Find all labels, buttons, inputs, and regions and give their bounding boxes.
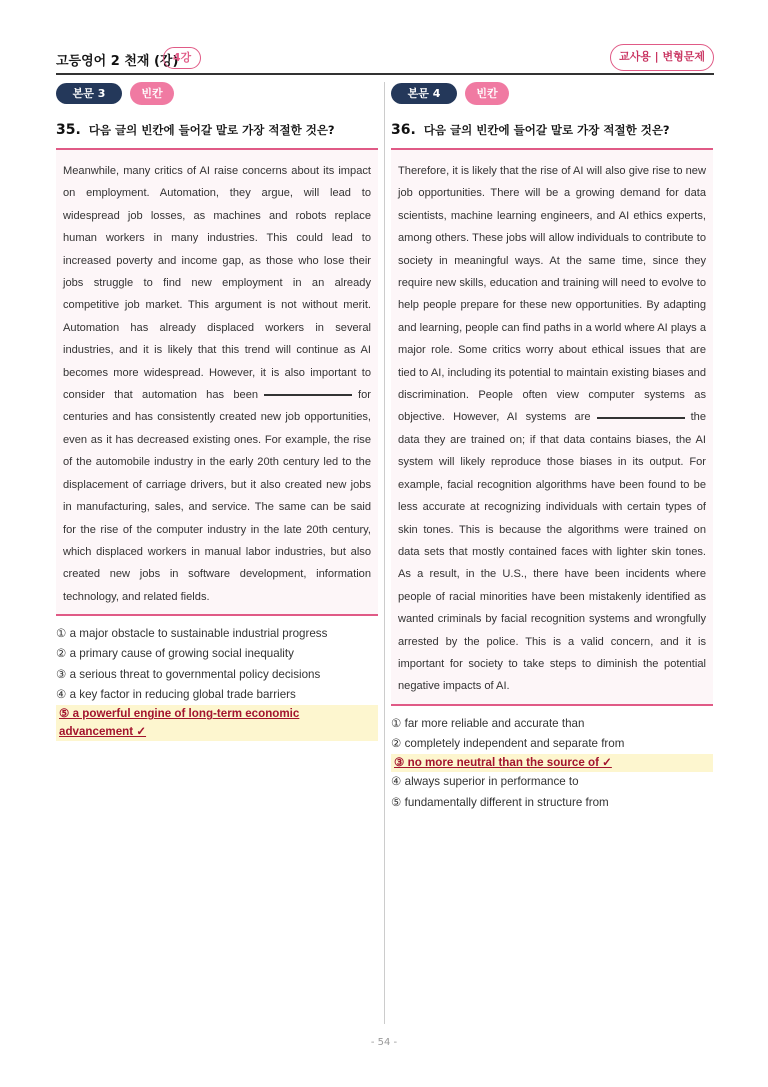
right-column: [391, 82, 713, 813]
page-header: [56, 44, 714, 74]
question-type-tag: 빈칸: [130, 82, 174, 105]
header-divider: [56, 73, 714, 75]
passage-divider: [56, 614, 378, 616]
question-heading: [56, 122, 378, 142]
passage-divider: [391, 704, 713, 706]
answer-blank: [597, 417, 685, 419]
edition-badge: 교사용 | 변형문제: [610, 44, 714, 71]
answer-option: ④ a key factor in reducing global trade barriers: [56, 688, 296, 702]
reading-passage: [391, 150, 713, 704]
page-number: - 54 -: [370, 1037, 398, 1048]
answer-option: ① a major obstacle to sustainable industrial progress: [56, 627, 328, 641]
right-tag-row: [391, 82, 713, 106]
question-number: 35.: [56, 122, 81, 138]
correct-answer-option: ⑤ a powerful engine of long-term economic advancement ✓: [56, 705, 378, 741]
passage-text-after-blank: the data they are trained on; if that data contains biases, the AI system will likely reproduce those biases in its output. For example, facial recognition algorithms have been found to be less accurate at recognizing individuals with certain types of skin tones. This is because the algorithms were trained on data sets that mostly contained faces with lighter skin tones. As a result, in the U.S., there have been incidents where people of racial minorities have been mistakenly identified as wanted criminals by facial recognition systems and wrongfully arrested by the police. This is a valid concern, and it is important for society to take steps to diminish the potential negative impacts of AI.: [398, 411, 706, 693]
question-prompt: 다음 글의 빈칸에 들어갈 말로 가장 적절한 것은?: [88, 123, 335, 137]
question-prompt: 다음 글의 빈칸에 들어갈 말로 가장 적절한 것은?: [423, 123, 670, 137]
question-type-tag: 빈칸: [465, 82, 509, 105]
passage-text-before-blank: Meanwhile, many critics of AI raise concerns about its impact on employment. Automation, they argue, will lead to widespread job losses, as machines and robots replace human workers in many industries. This could lead to increased poverty and income gap, as those who lose their jobs struggle to find new employment in an already competitive job market. This argument is not without merit. Automation has already displaced workers in several industries, and it is likely that this trend will continue as AI becomes more widespread. However, it is also important to consider that automation has been: [63, 165, 371, 402]
passage-text-before-blank: Therefore, it is likely that the rise of AI will also give rise to new job opportunities. There will be a growing demand for data scientists, machine learning engineers, and AI ethics experts, among others. These jobs will allow individuals to contribute to society in meaningful ways. At the same time, since they require new skills, education and training will need to evolve to help people prepare for these new opportunities. By adapting and learning, people can find paths in a world where AI plays a major role. Some critics worry about ethical issues that are tied to AI, including its potential to maintain existing biases and discrimination. People often view computer systems as objective. However, AI systems are: [398, 165, 706, 424]
answer-options: [391, 714, 713, 813]
answer-option: ⑤ fundamentally different in structure from: [391, 795, 609, 809]
column-divider: [384, 82, 385, 1024]
answer-option: ④ always superior in performance to: [391, 775, 579, 789]
left-column: [56, 82, 378, 741]
answer-blank: [264, 394, 352, 396]
lesson-badge: 4강: [163, 47, 201, 69]
section-tag: 본문 3: [56, 83, 122, 104]
answer-option: ① far more reliable and accurate than: [391, 716, 585, 730]
answer-option: ② completely independent and separate from: [391, 737, 625, 751]
answer-option: ③ a serious threat to governmental policy decisions: [56, 667, 321, 681]
correct-answer-option: ③ no more neutral than the source of ✓: [391, 754, 713, 772]
left-tag-row: [56, 82, 378, 106]
passage-text-after-blank: for centuries and has consistently created new job opportunities, even as it has decreased existing ones. For example, the rise of the automobile industry in the early 20th century led to the displacement of carriage drivers, but it also created new jobs in manufacturing, sales, and service. The same can be said for the rise of the computer industry in the late 20th century, which displaced workers in manual labor industries, but also created new jobs in software development, information technology, and related fields.: [63, 389, 371, 603]
reading-passage: [56, 150, 378, 614]
section-tag: 본문 4: [391, 83, 457, 104]
answer-options: [56, 624, 378, 741]
answer-option: ② a primary cause of growing social inequality: [56, 647, 294, 661]
question-heading: [391, 122, 713, 142]
question-number: 36.: [391, 122, 416, 138]
book-title: 고등영어 2 천재 (강): [56, 54, 179, 69]
